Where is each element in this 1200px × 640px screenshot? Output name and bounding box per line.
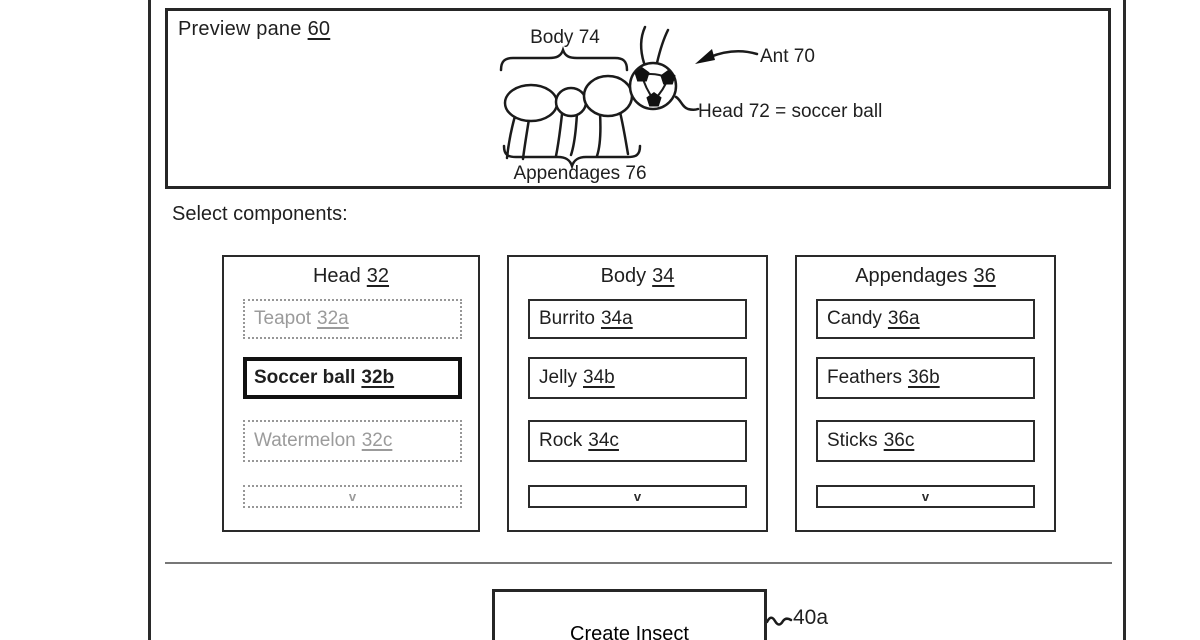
footer-divider: [165, 562, 1112, 564]
appendages-option-feathers[interactable]: [816, 357, 1035, 399]
head-option-teapot[interactable]: [243, 299, 462, 339]
appendages-label: Appendages 76: [513, 163, 647, 184]
body-option-rock[interactable]: [528, 420, 747, 462]
option-ref: 36c: [883, 430, 915, 451]
option-label: Soccer ball: [254, 367, 356, 388]
create-button-ref: 40a: [793, 606, 829, 629]
head-label: Head 72 = soccer ball: [698, 101, 883, 122]
ant-label: Ant 70: [760, 46, 815, 67]
appendages-column: [795, 255, 1056, 532]
body-title-ref: 34: [652, 265, 675, 287]
option-label: Burrito: [539, 308, 595, 329]
body-title-label: Body: [600, 265, 647, 287]
body-column-title: [509, 265, 766, 288]
body-label: Body 74: [530, 27, 600, 48]
appendages-option-candy[interactable]: [816, 299, 1035, 339]
option-label: Sticks: [827, 430, 878, 451]
option-label: Watermelon: [254, 430, 356, 451]
create-insect-button[interactable]: Create Insect: [492, 589, 767, 640]
head-column: [222, 255, 480, 532]
preview-pane-title: [178, 18, 330, 41]
preview-pane-label: Preview pane: [178, 18, 302, 40]
option-ref: 36a: [887, 308, 920, 329]
body-column: [507, 255, 768, 532]
preview-pane-ref: 60: [307, 18, 331, 40]
option-label: Rock: [539, 430, 583, 451]
option-ref: 32a: [317, 308, 349, 329]
head-more-dropdown[interactable]: [243, 485, 462, 508]
option-ref: 34a: [600, 308, 633, 329]
head-column-title: [224, 265, 478, 288]
head-option-watermelon[interactable]: [243, 420, 462, 462]
appendages-more-dropdown[interactable]: [816, 485, 1035, 508]
appendages-title-ref: 36: [973, 265, 996, 287]
appendages-column-title: [797, 265, 1054, 288]
option-label: Feathers: [827, 367, 902, 388]
body-option-jelly[interactable]: [528, 357, 747, 399]
select-components-label: Select components:: [172, 203, 348, 225]
preview-pane: [165, 8, 1111, 189]
chevron-down-icon: v: [921, 489, 930, 504]
option-ref: 32b: [361, 367, 395, 388]
option-label: Jelly: [539, 367, 578, 388]
option-ref: 36b: [907, 367, 940, 388]
appendages-option-sticks[interactable]: [816, 420, 1035, 462]
body-more-dropdown[interactable]: [528, 485, 747, 508]
option-ref: 34c: [588, 430, 619, 451]
appendages-title-label: Appendages: [855, 265, 968, 287]
body-option-burrito[interactable]: [528, 299, 747, 339]
chevron-down-icon: v: [633, 489, 642, 504]
option-ref: 32c: [361, 430, 393, 451]
head-option-soccer-ball[interactable]: [243, 357, 462, 399]
head-title-label: Head: [312, 265, 361, 287]
head-title-ref: 32: [366, 265, 390, 287]
chevron-down-icon: v: [348, 489, 357, 504]
option-label: Teapot: [254, 308, 312, 329]
option-label: Candy: [827, 308, 882, 329]
option-ref: 34b: [583, 367, 615, 388]
